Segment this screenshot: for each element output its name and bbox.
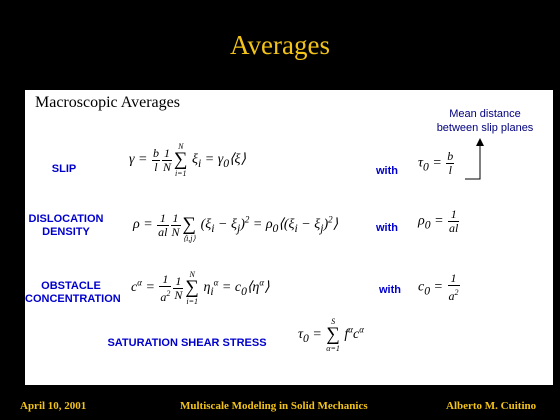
slip-equation: γ = $\frac{b}{l}$ $\frac{1}{N}$ N ∑ i=1 $\xi_i$ = $\gamma_0⟨\xi⟩$ [129,142,246,178]
row-with-slip: with [376,165,398,177]
row-label-dislocation-density [25,213,107,238]
slip-definition: $\tau_0$ = $\frac{b}{l}$ [418,149,454,177]
row-label-line: SATURATION SHEAR STRESS [107,337,267,349]
annotation-line-1: Mean distance [449,108,521,120]
row-label-saturation-shear-stress [92,337,282,350]
obstacle-concentration-definition: $c_0$ = $\frac{1}{a^2}$ [418,271,459,303]
row-label-line: DENSITY [42,225,90,238]
dislocation-density-equation: ρ = $\frac{1}{al}$ $\frac{1}{N}$ ∑ ⟨i,j⟩ $(\xi_i - \xi_j)^2$ = $\rho_0⟨(\xi_i$ − $\xi_j)^2⟩$ [133,210,339,243]
row-label-line: OBSTACLE [41,280,101,292]
dislocation-density-definition: $\rho_0$ = $\frac{1}{al}$ [418,207,459,235]
footer-date: April 10, 2001 [20,400,87,412]
row-label-line: SLIP [51,163,77,175]
panel-heading: Macroscopic Averages [35,94,180,111]
saturation-shear-stress-equation: $\tau_0$ = S ∑ α=1 $f^\alpha c^\alpha$ [298,317,364,353]
row-label-line: CONCENTRATION [25,292,121,305]
row-label-obstacle-concentration [25,280,121,305]
row-with-obstacle-concentration: with [379,284,401,296]
footer-author: Alberto M. Cuitino [446,400,537,412]
row-with-dislocation-density: with [376,222,398,234]
annotation-line-2: between slip planes [436,122,534,134]
row-label-slip [35,163,93,176]
content-panel [25,90,553,385]
footer-course: Multiscale Modeling in Solid Mechanics [180,400,368,412]
row-label-line: DISLOCATION [28,213,104,225]
obstacle-concentration-equation: $c^\alpha$ = $\frac{1}{a^2}$ $\frac{1}{N}$ N ∑ i=1 $\eta_i^\alpha$ = $c_0⟨\eta^\alpha⟩$ [131,270,270,306]
slide-title: Averages [230,30,330,60]
